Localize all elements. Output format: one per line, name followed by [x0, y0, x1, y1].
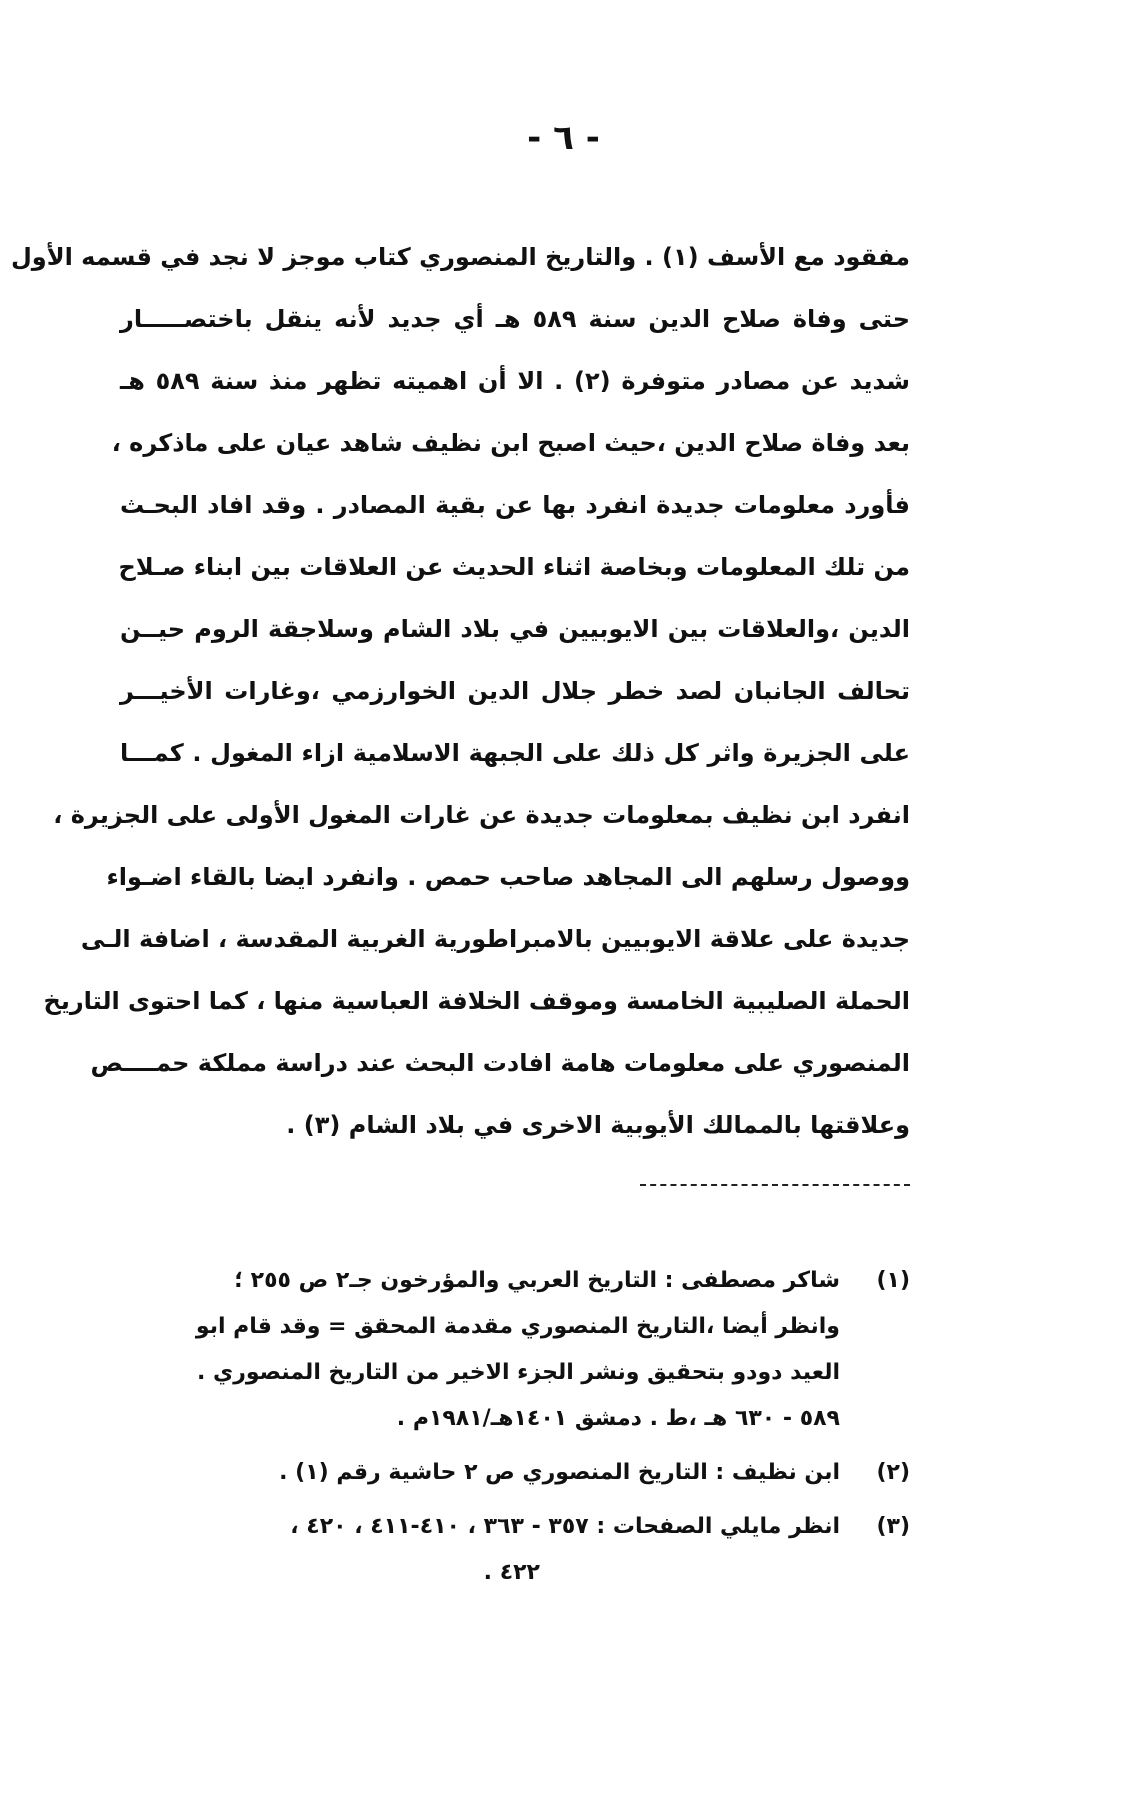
footnote-divider — [640, 1184, 910, 1186]
footnote-text — [150, 1450, 840, 1496]
main-paragraph — [10, 226, 911, 1156]
footnote-line: وانظر أيضا ،التاريخ المنصوري مقدمة المحقق = وقد قام ابو — [195, 1314, 840, 1339]
footnote-number: (٢) — [876, 1460, 910, 1485]
footnote-1 — [150, 1258, 910, 1442]
footnote-line: ابن نظيف : التاريخ المنصوري ص ٢ حاشية رقم (١) . — [279, 1460, 840, 1485]
paragraph-line: فأورد معلومات جديدة انفرد بها عن بقية المصادر . وقد افاد البحـث — [120, 491, 910, 519]
paragraph-line-last: وعلاقتها بالممالك الأيوبية الاخرى في بلاد الشام (٣) . — [286, 1111, 910, 1139]
footnote-2 — [150, 1450, 910, 1496]
footnote-text — [150, 1504, 840, 1596]
footnote-line: ٥٨٩ - ٦٣٠ هـ ،ط . دمشق ١٤٠١هـ/١٩٨١م . — [396, 1406, 840, 1431]
footnote-line: ٤٢٢ . — [483, 1560, 540, 1585]
footnote-text — [150, 1258, 840, 1442]
paragraph-line: ووصول رسلهم الى المجاهد صاحب حمص . وانفرد ايضا بالقاء اضـواء — [106, 863, 910, 891]
paragraph-line: حتى وفاة صلاح الدين سنة ٥٨٩ هـ أي جديد لأنه ينقل باختصـــــار — [120, 305, 910, 333]
footnotes — [150, 1258, 910, 1604]
footnote-line: العيد دودو بتحقيق ونشر الجزء الاخير من التاريخ المنصوري . — [197, 1360, 840, 1385]
paragraph-line: جديدة على علاقة الايوبيين بالامبراطورية الغربية المقدسة ، اضافة الـى — [80, 925, 910, 953]
paragraph-line: الحملة الصليبية الخامسة وموقف الخلافة العباسية منها ، كما احتوى التاريخ — [43, 987, 910, 1015]
footnote-number: (٣) — [876, 1514, 910, 1539]
paragraph-line: تحالف الجانبان لصد خطر جلال الدين الخوارزمي ،وغارات الأخيـــر — [120, 677, 910, 705]
paragraph-line: شديد عن مصادر متوفرة (٢) . الا أن اهميته تظهر منذ سنة ٥٨٩ هـ — [120, 367, 911, 395]
paragraph-line: الدين ،والعلاقات بين الايوبيين في بلاد الشام وسلاجقة الروم حيــن — [120, 615, 910, 643]
paragraph-line: على الجزيرة واثر كل ذلك على الجبهة الاسلامية ازاء المغول . كمـــا — [120, 739, 910, 767]
footnote-line: انظر مايلي الصفحات : ٣٥٧ - ٣٦٣ ، ٤١٠-٤١١ ، ٤٢٠ ، — [290, 1514, 840, 1539]
paragraph-line: مفقود مع الأسف (١) . والتاريخ المنصوري كتاب موجز لا نجد في قسمه الأول — [10, 243, 910, 271]
paragraph-line: من تلك المعلومات وبخاصة اثناء الحديث عن العلاقات بين ابناء صـلاح — [118, 553, 910, 581]
footnote-3 — [150, 1504, 910, 1596]
footnote-line: شاكر مصطفى : التاريخ العربي والمؤرخون جـ٢ ص ٢٥٥ ؛ — [234, 1268, 840, 1293]
paragraph-line: انفرد ابن نظيف بمعلومات جديدة عن غارات المغول الأولى على الجزيرة ، — [53, 801, 910, 829]
paragraph-line: المنصوري على معلومات هامة افادت البحث عند دراسة مملكة حمــــص — [90, 1049, 910, 1077]
page-number: - ٦ - — [527, 118, 600, 158]
paragraph-line: بعد وفاة صلاح الدين ،حيث اصبح ابن نظيف شاهد عيان على ماذكره ، — [111, 429, 910, 457]
footnote-number: (١) — [876, 1268, 910, 1293]
